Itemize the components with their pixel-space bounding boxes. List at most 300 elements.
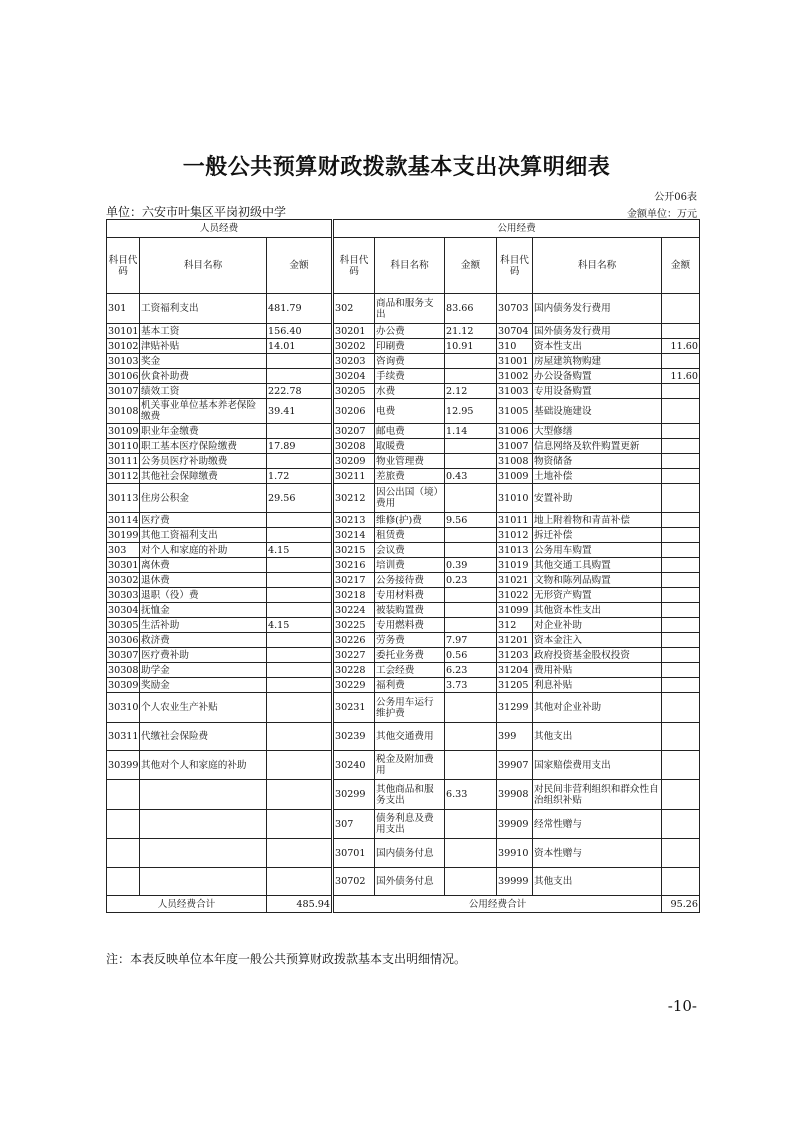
personnel-amount: 29.56 [267, 484, 333, 513]
capital-amount [662, 484, 700, 513]
personnel-name: 其他社会保障缴费 [140, 469, 267, 484]
public-code: 30702 [333, 868, 375, 896]
capital-name: 政府投资基金股权投资 [533, 648, 662, 663]
personnel-name: 对个人和家庭的补助 [140, 543, 267, 558]
public-amount [445, 528, 497, 543]
capital-amount [662, 558, 700, 573]
public-amount: 12.95 [445, 399, 497, 424]
capital-amount [662, 663, 700, 678]
personnel-amount: 17.89 [267, 439, 333, 454]
public-code: 30208 [333, 439, 375, 454]
public-code: 30229 [333, 678, 375, 693]
public-amount: 3.73 [445, 678, 497, 693]
table-row [107, 439, 700, 454]
personnel-amount: 14.01 [267, 339, 333, 354]
capital-code: 31003 [497, 384, 533, 399]
public-code: 30240 [333, 751, 375, 780]
personnel-code: 30307 [108, 649, 139, 661]
footnote: 注：本表反映单位本年度一般公共预算财政拨款基本支出明细情况。 [106, 952, 467, 966]
personnel-code: 30107 [108, 385, 139, 397]
capital-name: 房屋建筑物购建 [533, 354, 662, 369]
public-code: 30201 [333, 324, 375, 339]
col-header-code: 科目代码 [107, 238, 140, 294]
capital-code: 31204 [497, 663, 533, 678]
capital-code: 31019 [497, 558, 533, 573]
capital-amount [662, 839, 700, 868]
public-name: 物业管理费 [375, 454, 445, 469]
capital-code: 31203 [497, 648, 533, 663]
capital-amount [662, 528, 700, 543]
personnel-name: 救济费 [140, 633, 267, 648]
capital-amount [662, 648, 700, 663]
table-row [107, 454, 700, 469]
personnel-code: 30111 [108, 455, 139, 467]
public-code: 30203 [333, 354, 375, 369]
table-row [107, 723, 700, 751]
capital-code: 39910 [497, 839, 533, 868]
column-header-row [107, 238, 700, 294]
capital-amount: 11.60 [662, 339, 700, 354]
public-name: 公务用车运行维护费 [375, 693, 445, 723]
personnel-amount [267, 513, 333, 528]
personnel-amount [267, 723, 333, 751]
personnel-code: 30101 [108, 325, 139, 337]
personnel-amount [267, 839, 333, 868]
personnel-code: 30301 [108, 559, 139, 571]
public-code: 30217 [333, 573, 375, 588]
public-amount [445, 439, 497, 454]
public-name: 其他交通费用 [375, 723, 445, 751]
personnel-code: 30112 [108, 470, 139, 482]
capital-code: 31001 [497, 354, 533, 369]
public-name: 其他商品和服务支出 [375, 780, 445, 810]
capital-amount [662, 693, 700, 723]
public-amount [445, 810, 497, 839]
capital-amount [662, 324, 700, 339]
public-name: 福利费 [375, 678, 445, 693]
personnel-code: 30311 [107, 723, 140, 751]
capital-code: 310 [497, 339, 533, 354]
capital-code: 30703 [497, 294, 533, 324]
public-code: 302 [333, 294, 375, 324]
personnel-amount [267, 424, 333, 439]
form-number: 公开06表 [654, 192, 697, 203]
table-row [107, 558, 700, 573]
personnel-code: 30199 [108, 529, 139, 541]
capital-amount [662, 354, 700, 369]
personnel-amount: 481.79 [267, 294, 333, 324]
table-row [107, 543, 700, 558]
personnel-name: 伙食补助费 [140, 369, 267, 384]
personnel-code: 30302 [108, 574, 139, 586]
public-amount [445, 588, 497, 603]
page-title: 一般公共预算财政拨款基本支出决算明细表 [182, 155, 611, 180]
capital-name: 对民间非营利组织和群众性自治组织补贴 [533, 780, 662, 810]
personnel-amount [267, 648, 333, 663]
capital-name: 地上附着物和青苗补偿 [533, 513, 662, 528]
capital-code: 31013 [497, 543, 533, 558]
public-name: 因公出国（境）费用 [375, 484, 445, 513]
capital-code: 31009 [497, 469, 533, 484]
table-row [107, 424, 700, 439]
public-amount: 6.23 [445, 663, 497, 678]
capital-name: 国家赔偿费用支出 [533, 751, 662, 780]
public-code: 30228 [333, 663, 375, 678]
capital-code: 30704 [497, 324, 533, 339]
capital-name: 信息网络及软件购置更新 [533, 439, 662, 454]
capital-amount [662, 439, 700, 454]
table-row [107, 384, 700, 399]
personnel-name: 工资福利支出 [140, 294, 267, 324]
reporting-unit: 单位：六安市叶集区平岗初级中学 [106, 205, 287, 219]
capital-code: 31099 [497, 603, 533, 618]
public-name: 债务利息及费用支出 [375, 810, 445, 839]
capital-amount [662, 633, 700, 648]
personnel-amount [267, 558, 333, 573]
table-row [107, 751, 700, 780]
capital-amount [662, 678, 700, 693]
public-name: 公务接待费 [375, 573, 445, 588]
public-total-value: 95.26 [662, 896, 700, 913]
capital-code: 39909 [497, 810, 533, 839]
personnel-name: 退职（役）费 [140, 588, 267, 603]
capital-code: 31006 [497, 424, 533, 439]
personnel-name: 其他对个人和家庭的补助 [140, 751, 267, 780]
public-code: 30216 [333, 558, 375, 573]
personnel-amount: 156.40 [267, 324, 333, 339]
personnel-amount [267, 810, 333, 839]
personnel-name: 职业年金缴费 [140, 424, 267, 439]
personnel-name [140, 810, 267, 839]
public-name: 手续费 [375, 369, 445, 384]
capital-amount [662, 810, 700, 839]
col-header-name: 科目名称 [375, 238, 445, 294]
table-row [107, 678, 700, 693]
personnel-code: 30108 [107, 399, 140, 424]
public-amount: 2.12 [445, 384, 497, 399]
capital-name: 对企业补助 [533, 618, 662, 633]
personnel-amount: 4.15 [267, 543, 333, 558]
capital-name: 其他对企业补助 [533, 693, 662, 723]
public-amount [445, 603, 497, 618]
capital-name: 基础设施建设 [533, 399, 662, 424]
public-amount [445, 543, 497, 558]
capital-name: 费用补贴 [533, 663, 662, 678]
personnel-amount [267, 780, 333, 810]
public-name: 水费 [375, 384, 445, 399]
capital-amount [662, 780, 700, 810]
public-name: 维修(护)费 [375, 513, 445, 528]
col-header-amount: 金额 [662, 238, 700, 294]
personnel-name [140, 839, 267, 868]
public-total-label: 公用经费合计 [333, 896, 662, 913]
personnel-name [140, 868, 267, 896]
public-name: 委托业务费 [375, 648, 445, 663]
capital-name: 资本性支出 [533, 339, 662, 354]
personnel-code: 30310 [107, 693, 140, 723]
personnel-code: 30109 [108, 425, 139, 437]
public-name: 租赁费 [375, 528, 445, 543]
col-header-name: 科目名称 [533, 238, 662, 294]
col-header-amount: 金额 [267, 238, 333, 294]
personnel-name: 生活补助 [140, 618, 267, 633]
public-code: 30205 [333, 384, 375, 399]
table-row [107, 648, 700, 663]
personnel-code [107, 868, 140, 896]
personnel-code: 30309 [108, 679, 139, 691]
public-amount [445, 693, 497, 723]
capital-amount [662, 454, 700, 469]
public-code: 307 [333, 810, 375, 839]
personnel-code: 30103 [108, 355, 139, 367]
capital-name: 文物和陈列品购置 [533, 573, 662, 588]
public-amount: 21.12 [445, 324, 497, 339]
public-amount: 9.56 [445, 513, 497, 528]
capital-name: 利息补贴 [533, 678, 662, 693]
expenditure-table [106, 219, 700, 913]
public-code: 30218 [333, 588, 375, 603]
personnel-name: 抚恤金 [140, 603, 267, 618]
public-amount [445, 454, 497, 469]
capital-name: 专用设备购置 [533, 384, 662, 399]
personnel-name: 职工基本医疗保险缴费 [140, 439, 267, 454]
capital-amount [662, 588, 700, 603]
personnel-amount: 1.72 [267, 469, 333, 484]
col-header-name: 科目名称 [140, 238, 267, 294]
personnel-name: 公务员医疗补助缴费 [140, 454, 267, 469]
capital-amount [662, 751, 700, 780]
capital-name: 安置补助 [533, 484, 662, 513]
capital-code: 39999 [497, 868, 533, 896]
personnel-code: 30304 [108, 604, 139, 616]
capital-code: 31299 [497, 693, 533, 723]
capital-amount [662, 513, 700, 528]
personnel-code: 30114 [108, 514, 139, 526]
personnel-amount [267, 693, 333, 723]
personnel-name: 机关事业单位基本养老保险缴费 [140, 399, 267, 424]
capital-code: 31012 [497, 528, 533, 543]
table-row [107, 484, 700, 513]
public-name: 税金及附加费用 [375, 751, 445, 780]
capital-amount [662, 603, 700, 618]
amount-unit: 金额单位：万元 [627, 209, 697, 220]
public-code: 30701 [333, 839, 375, 868]
table-row [107, 324, 700, 339]
public-code: 30212 [333, 484, 375, 513]
capital-amount [662, 399, 700, 424]
table-row [107, 369, 700, 384]
personnel-amount: 222.78 [267, 384, 333, 399]
capital-code: 31021 [497, 573, 533, 588]
table-row [107, 573, 700, 588]
section-personnel: 人员经费 [107, 220, 333, 238]
col-header-code: 科目代码 [333, 238, 375, 294]
capital-amount: 11.60 [662, 369, 700, 384]
personnel-code: 30113 [107, 484, 140, 513]
public-amount [445, 751, 497, 780]
capital-name: 公务用车购置 [533, 543, 662, 558]
capital-name: 国外债务发行费用 [533, 324, 662, 339]
capital-code: 39907 [497, 751, 533, 780]
personnel-code: 30303 [108, 589, 139, 601]
personnel-name: 助学金 [140, 663, 267, 678]
personnel-code: 30106 [108, 370, 139, 382]
public-code: 30226 [333, 633, 375, 648]
personnel-code: 30110 [108, 440, 139, 452]
table-row [107, 618, 700, 633]
capital-amount [662, 384, 700, 399]
public-amount [445, 839, 497, 868]
public-name: 工会经费 [375, 663, 445, 678]
personnel-amount: 39.41 [267, 399, 333, 424]
personnel-amount [267, 454, 333, 469]
personnel-amount [267, 868, 333, 896]
table-row [107, 693, 700, 723]
section-header-row [107, 220, 700, 238]
page-number: -10- [667, 997, 697, 1015]
personnel-amount [267, 751, 333, 780]
table-row [107, 810, 700, 839]
public-amount [445, 369, 497, 384]
personnel-name: 医疗费补助 [140, 648, 267, 663]
public-name: 差旅费 [375, 469, 445, 484]
capital-amount [662, 294, 700, 324]
capital-code: 31008 [497, 454, 533, 469]
public-code: 30239 [333, 723, 375, 751]
capital-name: 其他资本性支出 [533, 603, 662, 618]
personnel-name: 其他工资福利支出 [140, 528, 267, 543]
personnel-name: 基本工资 [140, 324, 267, 339]
personnel-amount [267, 573, 333, 588]
public-amount: 7.97 [445, 633, 497, 648]
capital-code: 31007 [497, 439, 533, 454]
public-code: 30231 [333, 693, 375, 723]
table-row [107, 588, 700, 603]
capital-amount [662, 723, 700, 751]
public-name: 商品和服务支出 [375, 294, 445, 324]
public-code: 30227 [333, 648, 375, 663]
public-name: 印刷费 [375, 339, 445, 354]
capital-name: 其他交通工具购置 [533, 558, 662, 573]
capital-name: 无形资产购置 [533, 588, 662, 603]
capital-amount [662, 543, 700, 558]
personnel-name: 住房公积金 [140, 484, 267, 513]
capital-amount [662, 868, 700, 896]
table-row [107, 294, 700, 324]
personnel-total-value: 485.94 [267, 896, 333, 913]
personnel-name: 津贴补贴 [140, 339, 267, 354]
capital-name: 资本金注入 [533, 633, 662, 648]
capital-code: 312 [497, 618, 533, 633]
table-row [107, 633, 700, 648]
personnel-name: 退休费 [140, 573, 267, 588]
public-name: 办公费 [375, 324, 445, 339]
public-code: 30299 [333, 780, 375, 810]
capital-amount [662, 618, 700, 633]
personnel-amount [267, 354, 333, 369]
personnel-name: 奖励金 [140, 678, 267, 693]
capital-name: 其他支出 [533, 723, 662, 751]
public-name: 专用燃料费 [375, 618, 445, 633]
capital-code: 399 [497, 723, 533, 751]
table-row [107, 399, 700, 424]
personnel-amount [267, 663, 333, 678]
personnel-code: 303 [107, 543, 140, 558]
public-name: 电费 [375, 399, 445, 424]
public-name: 培训费 [375, 558, 445, 573]
public-code: 30225 [333, 618, 375, 633]
public-amount [445, 484, 497, 513]
personnel-code: 30308 [108, 664, 139, 676]
personnel-amount: 4.15 [267, 618, 333, 633]
personnel-code: 301 [107, 294, 140, 324]
personnel-name: 离休费 [140, 558, 267, 573]
capital-amount [662, 424, 700, 439]
capital-code: 31201 [497, 633, 533, 648]
capital-code: 39908 [497, 780, 533, 810]
table-row [107, 839, 700, 868]
public-amount [445, 868, 497, 896]
capital-name: 物资储备 [533, 454, 662, 469]
personnel-name: 医疗费 [140, 513, 267, 528]
table-row [107, 868, 700, 896]
personnel-name [140, 780, 267, 810]
public-amount: 1.14 [445, 424, 497, 439]
public-amount: 10.91 [445, 339, 497, 354]
public-amount [445, 723, 497, 751]
capital-name: 资本性赠与 [533, 839, 662, 868]
public-name: 被装购置费 [375, 603, 445, 618]
personnel-name: 个人农业生产补贴 [140, 693, 267, 723]
capital-amount [662, 573, 700, 588]
col-header-code: 科目代码 [497, 238, 533, 294]
public-amount [445, 354, 497, 369]
public-code: 30211 [333, 469, 375, 484]
personnel-code: 30305 [108, 619, 139, 631]
section-public: 公用经费 [333, 220, 700, 238]
personnel-amount [267, 528, 333, 543]
capital-name: 办公设备购置 [533, 369, 662, 384]
public-amount: 83.66 [445, 294, 497, 324]
public-code: 30206 [333, 399, 375, 424]
public-name: 专用材料费 [375, 588, 445, 603]
personnel-name: 代缴社会保险费 [140, 723, 267, 751]
capital-code: 31022 [497, 588, 533, 603]
personnel-code: 30102 [108, 340, 139, 352]
public-name: 咨询费 [375, 354, 445, 369]
personnel-code: 30306 [108, 634, 139, 646]
capital-code: 31005 [497, 399, 533, 424]
table-row [107, 513, 700, 528]
table-row [107, 663, 700, 678]
capital-name: 大型修缮 [533, 424, 662, 439]
table-row [107, 603, 700, 618]
public-name: 会议费 [375, 543, 445, 558]
public-name: 国内债务付息 [375, 839, 445, 868]
personnel-amount [267, 369, 333, 384]
personnel-code [107, 810, 140, 839]
public-amount: 6.33 [445, 780, 497, 810]
table-row [107, 528, 700, 543]
table-row [107, 339, 700, 354]
public-amount: 0.43 [445, 469, 497, 484]
personnel-total-label: 人员经费合计 [107, 896, 267, 913]
public-code: 30224 [333, 603, 375, 618]
capital-code: 31010 [497, 484, 533, 513]
capital-code: 31002 [497, 369, 533, 384]
public-code: 30204 [333, 369, 375, 384]
public-code: 30207 [333, 424, 375, 439]
